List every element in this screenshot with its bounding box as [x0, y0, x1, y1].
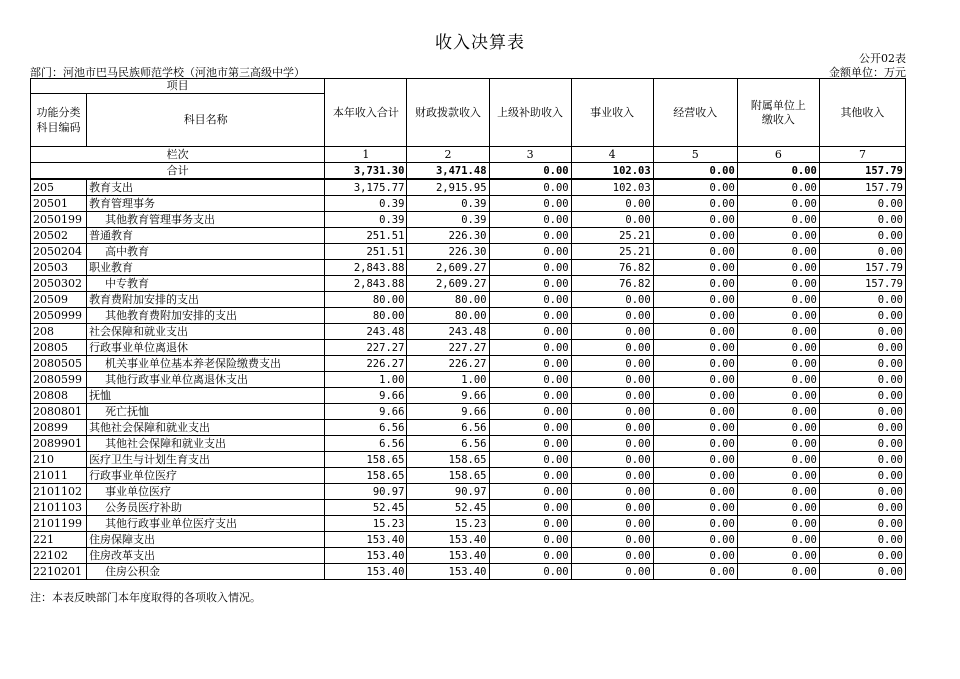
amount-cell: 0.00: [571, 356, 653, 372]
amount-cell: 153.40: [407, 564, 489, 580]
amount-cell: 6.56: [407, 420, 489, 436]
subject-code: 2050199: [31, 212, 87, 228]
amount-cell: 0.00: [653, 404, 737, 420]
subject-name: 事业单位医疗: [87, 484, 325, 500]
amount-cell: 0.00: [489, 276, 571, 292]
subject-name: 其他行政事业单位医疗支出: [87, 516, 325, 532]
amount-cell: 0.00: [819, 548, 905, 564]
subject-code: 20899: [31, 420, 87, 436]
subject-name: 普通教育: [87, 228, 325, 244]
seq-4: 4: [571, 147, 653, 163]
amount-cell: 0.00: [489, 292, 571, 308]
subject-code: 2050999: [31, 308, 87, 324]
subject-name: 抚恤: [87, 388, 325, 404]
header-code: 功能分类科目编码: [31, 94, 87, 147]
subject-code: 21011: [31, 468, 87, 484]
amount-cell: 0.00: [737, 292, 819, 308]
amount-cell: 0.00: [737, 340, 819, 356]
amount-cell: 0.00: [653, 228, 737, 244]
amount-cell: 0.00: [819, 308, 905, 324]
header-col-6: 附属单位上缴收入: [737, 79, 819, 147]
seq-3: 3: [489, 147, 571, 163]
amount-cell: 0.00: [819, 356, 905, 372]
seq-5: 5: [653, 147, 737, 163]
amount-cell: 0.00: [737, 356, 819, 372]
amount-cell: 0.00: [653, 356, 737, 372]
amount-cell: 80.00: [325, 292, 407, 308]
subject-name: 其他教育管理事务支出: [87, 212, 325, 228]
amount-cell: 157.79: [819, 260, 905, 276]
amount-cell: 157.79: [819, 179, 905, 196]
subject-name: 职业教育: [87, 260, 325, 276]
amount-cell: 0.00: [737, 308, 819, 324]
amount-cell: 0.00: [489, 468, 571, 484]
total-label: 合计: [31, 163, 325, 180]
amount-cell: 0.00: [653, 260, 737, 276]
amount-cell: 2,843.88: [325, 276, 407, 292]
table-row: [31, 388, 906, 404]
subject-code: 20502: [31, 228, 87, 244]
table-row: [31, 244, 906, 260]
amount-cell: 0.00: [737, 324, 819, 340]
amount-cell: 153.40: [407, 532, 489, 548]
amount-cell: 157.79: [819, 276, 905, 292]
amount-cell: 226.30: [407, 244, 489, 260]
amount-cell: 158.65: [407, 468, 489, 484]
amount-cell: 226.30: [407, 228, 489, 244]
subject-code: 221: [31, 532, 87, 548]
amount-cell: 102.03: [571, 179, 653, 196]
subject-code: 2101103: [31, 500, 87, 516]
amount-cell: 0.00: [819, 436, 905, 452]
amount-cell: 243.48: [325, 324, 407, 340]
amount-cell: 0.00: [653, 324, 737, 340]
table-row: [31, 436, 906, 452]
header-col-7: 其他收入: [819, 79, 905, 147]
amount-cell: 0.00: [571, 212, 653, 228]
amount-cell: 0.00: [571, 404, 653, 420]
amount-cell: 153.40: [325, 548, 407, 564]
amount-cell: 243.48: [407, 324, 489, 340]
amount-cell: 0.00: [653, 179, 737, 196]
total-value: 3,731.30: [325, 163, 407, 180]
amount-cell: 0.00: [819, 564, 905, 580]
amount-cell: 6.56: [325, 436, 407, 452]
amount-cell: 0.00: [737, 436, 819, 452]
amount-cell: 0.00: [489, 196, 571, 212]
amount-cell: 0.00: [653, 388, 737, 404]
subject-code: 210: [31, 452, 87, 468]
amount-cell: 0.00: [571, 436, 653, 452]
table-row: [31, 500, 906, 516]
subject-name: 死亡抚恤: [87, 404, 325, 420]
amount-cell: 0.00: [653, 436, 737, 452]
amount-cell: 0.00: [489, 404, 571, 420]
amount-cell: 76.82: [571, 260, 653, 276]
table-row: [31, 564, 906, 580]
amount-cell: 0.00: [737, 484, 819, 500]
amount-cell: 0.00: [819, 500, 905, 516]
amount-cell: 0.00: [571, 308, 653, 324]
amount-cell: 0.00: [819, 196, 905, 212]
amount-cell: 0.00: [489, 548, 571, 564]
amount-cell: 0.00: [653, 516, 737, 532]
subject-code: 2089901: [31, 436, 87, 452]
amount-cell: 153.40: [325, 564, 407, 580]
subject-name: 公务员医疗补助: [87, 500, 325, 516]
subject-code: 22102: [31, 548, 87, 564]
amount-cell: 227.27: [407, 340, 489, 356]
subject-code: 20805: [31, 340, 87, 356]
table-row: [31, 420, 906, 436]
amount-cell: 0.00: [653, 484, 737, 500]
amount-cell: 0.00: [571, 500, 653, 516]
subject-name: 教育管理事务: [87, 196, 325, 212]
amount-cell: 0.39: [325, 212, 407, 228]
amount-cell: 6.56: [407, 436, 489, 452]
amount-cell: 0.00: [571, 340, 653, 356]
amount-cell: 0.00: [737, 500, 819, 516]
amount-unit-label: 金额单位：万元: [829, 66, 906, 79]
amount-cell: 0.00: [489, 260, 571, 276]
amount-cell: 0.00: [653, 532, 737, 548]
table-row: [31, 324, 906, 340]
amount-cell: 153.40: [407, 548, 489, 564]
seq-1: 1: [325, 147, 407, 163]
amount-cell: 0.00: [489, 452, 571, 468]
subject-name: 行政事业单位医疗: [87, 468, 325, 484]
amount-cell: 0.00: [737, 516, 819, 532]
amount-cell: 0.00: [819, 468, 905, 484]
total-value: 0.00: [653, 163, 737, 180]
amount-cell: 0.00: [737, 276, 819, 292]
amount-cell: 0.00: [819, 516, 905, 532]
amount-cell: 0.00: [653, 468, 737, 484]
amount-cell: 0.00: [489, 308, 571, 324]
amount-cell: 0.00: [653, 564, 737, 580]
table-row: [31, 356, 906, 372]
amount-cell: 0.00: [489, 500, 571, 516]
amount-cell: 0.00: [571, 484, 653, 500]
amount-cell: 0.00: [489, 324, 571, 340]
amount-cell: 2,609.27: [407, 260, 489, 276]
amount-cell: 0.00: [489, 244, 571, 260]
header-col-3: 上级补助收入: [489, 79, 571, 147]
total-value: 102.03: [571, 163, 653, 180]
amount-cell: 0.00: [737, 404, 819, 420]
amount-cell: 0.00: [571, 468, 653, 484]
amount-cell: 0.00: [653, 500, 737, 516]
header-name: 科目名称: [87, 94, 325, 147]
seq-7: 7: [819, 147, 905, 163]
subject-code: 20509: [31, 292, 87, 308]
subject-code: 2101102: [31, 484, 87, 500]
amount-cell: 0.00: [819, 244, 905, 260]
subject-code: 2080801: [31, 404, 87, 420]
amount-cell: 0.00: [489, 212, 571, 228]
amount-cell: 1.00: [407, 372, 489, 388]
amount-cell: 226.27: [325, 356, 407, 372]
amount-cell: 0.00: [819, 388, 905, 404]
amount-cell: 9.66: [407, 388, 489, 404]
amount-cell: 0.00: [571, 452, 653, 468]
amount-cell: 0.00: [489, 516, 571, 532]
amount-cell: 0.00: [737, 244, 819, 260]
subject-name: 教育支出: [87, 179, 325, 196]
amount-cell: 0.00: [737, 548, 819, 564]
amount-cell: 0.00: [819, 404, 905, 420]
amount-cell: 0.00: [737, 564, 819, 580]
amount-cell: 0.00: [737, 452, 819, 468]
header-col-1: 本年收入合计: [325, 79, 407, 147]
amount-cell: 0.00: [489, 340, 571, 356]
amount-cell: 2,843.88: [325, 260, 407, 276]
amount-cell: 226.27: [407, 356, 489, 372]
amount-cell: 52.45: [325, 500, 407, 516]
amount-cell: 0.00: [653, 244, 737, 260]
subject-name: 住房公积金: [87, 564, 325, 580]
amount-cell: 0.00: [819, 452, 905, 468]
subject-code: 2210201: [31, 564, 87, 580]
amount-cell: 0.00: [571, 388, 653, 404]
amount-cell: 15.23: [325, 516, 407, 532]
department-label: 部门：河池市巴马民族师范学校（河池市第三高级中学）: [30, 66, 305, 79]
seq-2: 2: [407, 147, 489, 163]
amount-cell: 0.00: [819, 292, 905, 308]
form-number: 公开02表: [859, 52, 906, 65]
amount-cell: 0.00: [489, 420, 571, 436]
amount-cell: 90.97: [325, 484, 407, 500]
amount-cell: 0.00: [653, 196, 737, 212]
amount-cell: 0.00: [653, 276, 737, 292]
seq-6: 6: [737, 147, 819, 163]
table-row: [31, 212, 906, 228]
subject-code: 208: [31, 324, 87, 340]
amount-cell: 0.00: [571, 292, 653, 308]
table-row: [31, 404, 906, 420]
amount-cell: 0.00: [489, 484, 571, 500]
subject-code: 2050302: [31, 276, 87, 292]
table-row: [31, 292, 906, 308]
total-value: 0.00: [489, 163, 571, 180]
amount-cell: 0.00: [819, 372, 905, 388]
amount-cell: 0.00: [653, 292, 737, 308]
subject-name: 社会保障和就业支出: [87, 324, 325, 340]
amount-cell: 0.00: [653, 372, 737, 388]
amount-cell: 90.97: [407, 484, 489, 500]
subject-name: 住房改革支出: [87, 548, 325, 564]
seq-label: 栏次: [31, 147, 325, 163]
amount-cell: 0.00: [653, 340, 737, 356]
amount-cell: 0.00: [571, 564, 653, 580]
table-row: [31, 308, 906, 324]
amount-cell: 0.00: [737, 228, 819, 244]
table-row: [31, 468, 906, 484]
subject-name: 中专教育: [87, 276, 325, 292]
amount-cell: 0.00: [737, 388, 819, 404]
subject-name: 其他社会保障和就业支出: [87, 436, 325, 452]
amount-cell: 0.39: [325, 196, 407, 212]
subject-code: 20501: [31, 196, 87, 212]
amount-cell: 0.00: [571, 196, 653, 212]
total-value: 0.00: [737, 163, 819, 180]
amount-cell: 52.45: [407, 500, 489, 516]
table-row: [31, 340, 906, 356]
amount-cell: 76.82: [571, 276, 653, 292]
amount-cell: 3,175.77: [325, 179, 407, 196]
amount-cell: 2,915.95: [407, 179, 489, 196]
amount-cell: 0.00: [737, 420, 819, 436]
table-row: [31, 452, 906, 468]
page-title: 收入决算表: [435, 33, 525, 53]
amount-cell: 0.00: [819, 212, 905, 228]
subject-code: 20503: [31, 260, 87, 276]
amount-cell: 80.00: [407, 308, 489, 324]
amount-cell: 80.00: [325, 308, 407, 324]
amount-cell: 0.00: [737, 532, 819, 548]
table-row: [31, 548, 906, 564]
amount-cell: 9.66: [407, 404, 489, 420]
amount-cell: 0.00: [653, 212, 737, 228]
amount-cell: 9.66: [325, 388, 407, 404]
amount-cell: 0.00: [653, 452, 737, 468]
amount-cell: 0.00: [737, 468, 819, 484]
amount-cell: 153.40: [325, 532, 407, 548]
subject-code: 2050204: [31, 244, 87, 260]
subject-name: 医疗卫生与计划生育支出: [87, 452, 325, 468]
subject-name: 机关事业单位基本养老保险缴费支出: [87, 356, 325, 372]
amount-cell: 80.00: [407, 292, 489, 308]
amount-cell: 0.00: [489, 532, 571, 548]
table-row: [31, 196, 906, 212]
amount-cell: 0.00: [489, 372, 571, 388]
amount-cell: 0.00: [489, 436, 571, 452]
subject-name: 其他教育费附加安排的支出: [87, 308, 325, 324]
amount-cell: 0.00: [819, 340, 905, 356]
amount-cell: 0.00: [489, 179, 571, 196]
subject-code: 2101199: [31, 516, 87, 532]
amount-cell: 0.00: [489, 228, 571, 244]
income-statement-table: [30, 78, 906, 580]
amount-cell: 25.21: [571, 244, 653, 260]
amount-cell: 0.00: [571, 516, 653, 532]
amount-cell: 0.00: [737, 212, 819, 228]
amount-cell: 0.00: [653, 420, 737, 436]
header-col-5: 经营收入: [653, 79, 737, 147]
amount-cell: 25.21: [571, 228, 653, 244]
subject-name: 其他社会保障和就业支出: [87, 420, 325, 436]
table-row: [31, 276, 906, 292]
amount-cell: 0.00: [489, 356, 571, 372]
table-row: [31, 179, 906, 196]
amount-cell: 9.66: [325, 404, 407, 420]
amount-cell: 251.51: [325, 228, 407, 244]
table-row: [31, 532, 906, 548]
amount-cell: 0.00: [819, 484, 905, 500]
amount-cell: 158.65: [325, 452, 407, 468]
table-row: [31, 516, 906, 532]
table-row: [31, 228, 906, 244]
table-row: [31, 260, 906, 276]
header-col-2: 财政拨款收入: [407, 79, 489, 147]
header-item: 项目: [31, 79, 325, 94]
amount-cell: 2,609.27: [407, 276, 489, 292]
amount-cell: 0.39: [407, 212, 489, 228]
amount-cell: 0.39: [407, 196, 489, 212]
amount-cell: 0.00: [571, 420, 653, 436]
table-row: [31, 484, 906, 500]
amount-cell: 0.00: [571, 372, 653, 388]
subject-name: 其他行政事业单位离退休支出: [87, 372, 325, 388]
table-row: [31, 372, 906, 388]
total-value: 157.79: [819, 163, 905, 180]
subject-name: 行政事业单位离退休: [87, 340, 325, 356]
table-body: [31, 179, 906, 580]
amount-cell: 0.00: [819, 324, 905, 340]
amount-cell: 1.00: [325, 372, 407, 388]
amount-cell: 0.00: [737, 372, 819, 388]
amount-cell: 0.00: [653, 308, 737, 324]
amount-cell: 251.51: [325, 244, 407, 260]
amount-cell: 227.27: [325, 340, 407, 356]
amount-cell: 0.00: [489, 388, 571, 404]
amount-cell: 0.00: [819, 420, 905, 436]
header-col-4: 事业收入: [571, 79, 653, 147]
amount-cell: 0.00: [737, 179, 819, 196]
subject-code: 2080505: [31, 356, 87, 372]
amount-cell: 0.00: [571, 532, 653, 548]
amount-cell: 0.00: [489, 564, 571, 580]
footnote: 注：本表反映部门本年度取得的各项收入情况。: [30, 591, 261, 604]
subject-code: 20808: [31, 388, 87, 404]
amount-cell: 0.00: [819, 228, 905, 244]
subject-code: 2080599: [31, 372, 87, 388]
amount-cell: 15.23: [407, 516, 489, 532]
amount-cell: 0.00: [819, 532, 905, 548]
subject-name: 住房保障支出: [87, 532, 325, 548]
subject-name: 高中教育: [87, 244, 325, 260]
amount-cell: 0.00: [571, 324, 653, 340]
amount-cell: 6.56: [325, 420, 407, 436]
subject-code: 205: [31, 179, 87, 196]
amount-cell: 158.65: [407, 452, 489, 468]
total-value: 3,471.48: [407, 163, 489, 180]
amount-cell: 0.00: [653, 548, 737, 564]
amount-cell: 0.00: [737, 196, 819, 212]
amount-cell: 158.65: [325, 468, 407, 484]
subject-name: 教育费附加安排的支出: [87, 292, 325, 308]
amount-cell: 0.00: [737, 260, 819, 276]
amount-cell: 0.00: [571, 548, 653, 564]
